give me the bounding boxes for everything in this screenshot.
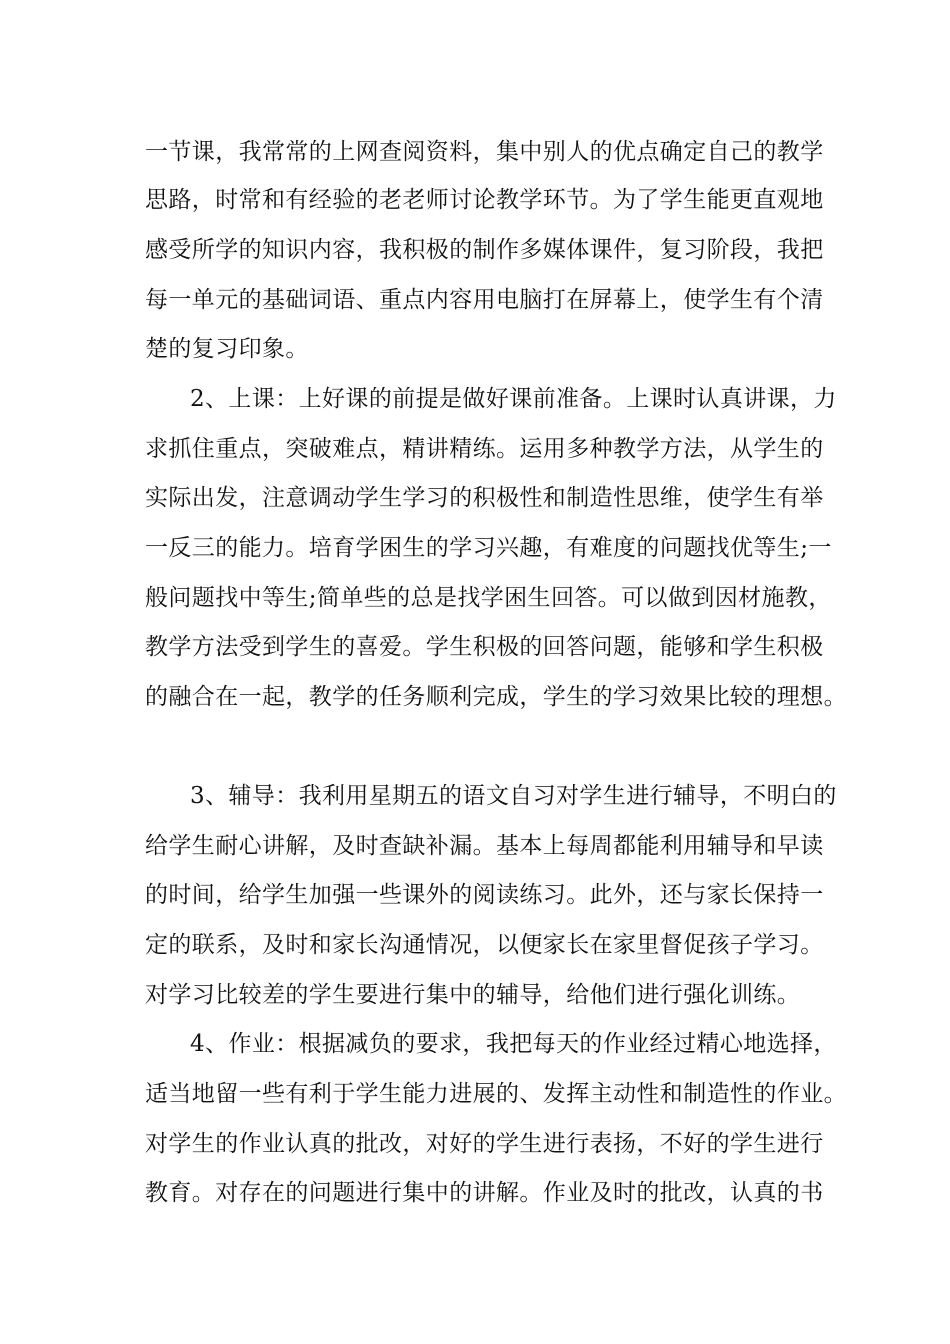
- paragraph-4-start: 4、作业：根据减负的要求，我把每天的作业经过精心地选择，: [190, 1031, 837, 1057]
- text-line: 定的联系，及时和家长沟通情况，以便家长在家里督促孩子学习。: [145, 932, 824, 958]
- text-line: 给学生耐心讲解，及时查缺补漏。基本上每周都能利用辅导和早读: [145, 833, 824, 859]
- text-line: 一反三的能力。培育学困生的学习兴趣，有难度的问题找优等生;一: [145, 535, 832, 561]
- text-line: 教育。对存在的问题进行集中的讲解。作业及时的批改，认真的书: [145, 1180, 824, 1206]
- text-line: 的融合在一起，教学的任务顺利完成，学生的学习效果比较的理想。: [145, 684, 847, 710]
- text-line: 感受所学的知识内容，我积极的制作多媒体课件，复习阶段，我把: [145, 237, 824, 263]
- text-line: 般问题找中等生;简单些的总是找学困生回答。可以做到因材施教，: [145, 585, 832, 611]
- text-line: 楚的复习印象。: [145, 336, 309, 362]
- text-line: 教学方法受到学生的喜爱。学生积极的回答问题，能够和学生积极: [145, 634, 824, 660]
- text-line: 求抓住重点，突破难点，精讲精练。运用多种教学方法，从学生的: [145, 436, 824, 462]
- text-line: 一节课，我常常的上网查阅资料，集中别人的优点确定自己的教学: [145, 139, 824, 165]
- paragraph-2-start: 2、上课：上好课的前提是做好课前准备。上课时认真讲课，力: [190, 386, 837, 412]
- text-line: 对学生的作业认真的批改，对好的学生进行表扬，不好的学生进行: [145, 1131, 824, 1157]
- text-line: 思路，时常和有经验的老老师讨论教学环节。为了学生能更直观地: [145, 187, 824, 213]
- text-line: 适当地留一些有利于学生能力进展的、发挥主动性和制造性的作业。: [145, 1081, 847, 1107]
- paragraph-3-start: 3、辅导：我利用星期五的语文自习对学生进行辅导，不明白的: [190, 783, 837, 809]
- text-line: 对学习比较差的学生要进行集中的辅导，给他们进行强化训练。: [145, 982, 801, 1008]
- text-line: 每一单元的基础词语、重点内容用电脑打在屏幕上，使学生有个清: [145, 287, 824, 313]
- text-line: 实际出发，注意调动学生学习的积极性和制造性思维，使学生有举: [145, 485, 824, 511]
- text-line: 的时间，给学生加强一些课外的阅读练习。此外，还与家长保持一: [145, 882, 824, 908]
